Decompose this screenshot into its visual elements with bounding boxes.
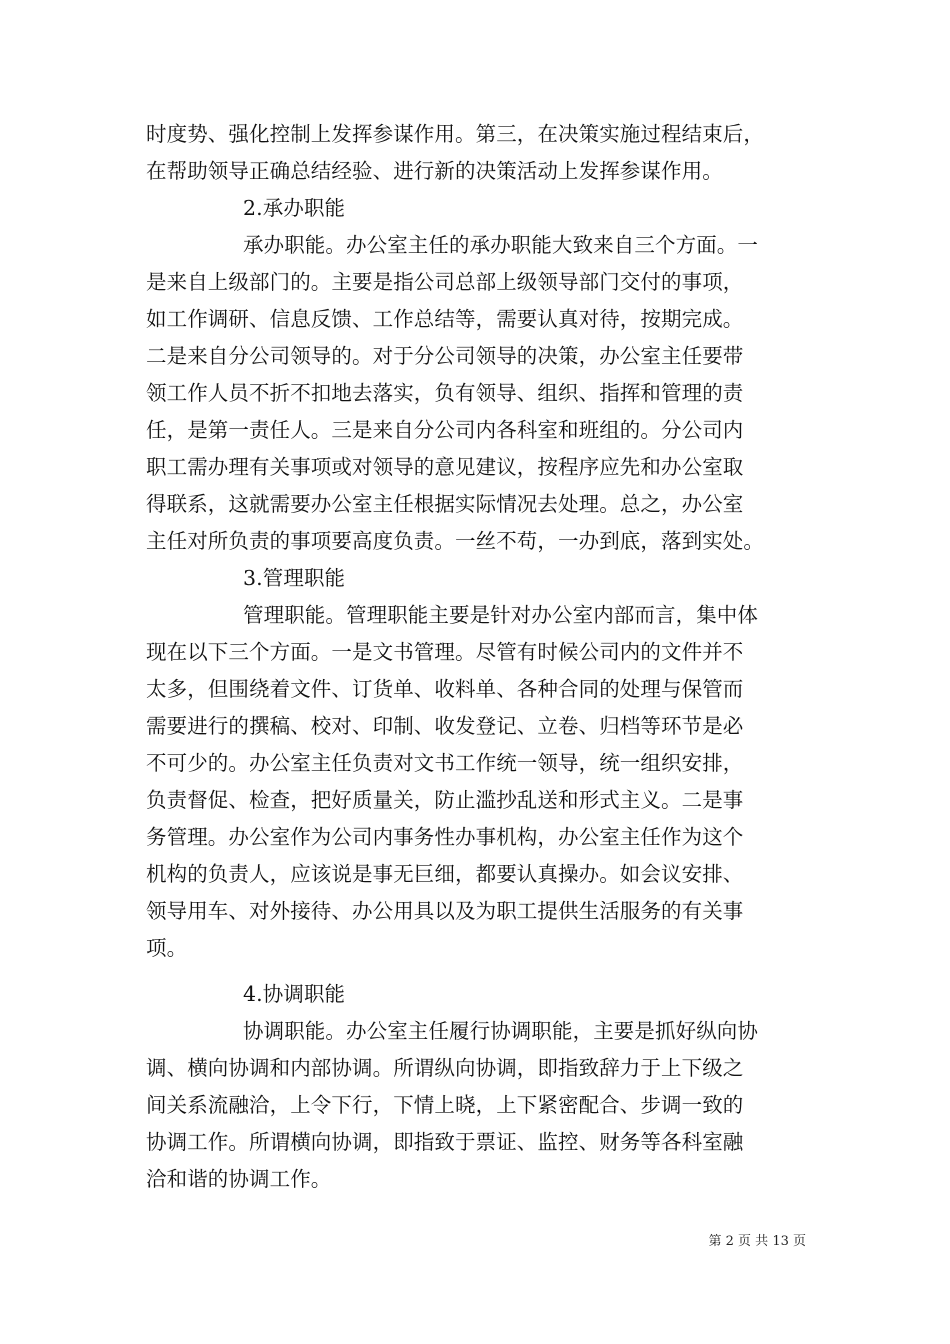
text-line: 间关系流融洽，上令下行，下情上晓，上下紧密配合、步调一致的 [146, 1093, 744, 1117]
section-heading: 3.管理职能 [243, 566, 346, 590]
text-line: 二是来自分公司领导的。对于分公司领导的决策，办公室主任要带 [146, 344, 744, 368]
text-line: 如工作调研、信息反馈、工作总结等，需要认真对待，按期完成。 [146, 307, 744, 331]
section-heading: 4.协调职能 [243, 982, 346, 1006]
text-line: 任，是第一责任人。三是来自分公司内各科室和班组的。分公司内 [146, 418, 744, 442]
text-line: 务管理。办公室作为公司内事务性办事机构，办公室主任作为这个 [146, 825, 744, 849]
text-line: 领导用车、对外接待、办公用具以及为职工提供生活服务的有关事 [146, 899, 744, 923]
text-line: 机构的负责人，应该说是事无巨细，都要认真操办。如会议安排、 [146, 862, 744, 886]
section-heading: 2.承办职能 [243, 196, 346, 220]
text-line: 得联系，这就需要办公室主任根据实际情况去处理。总之，办公室 [146, 492, 744, 516]
text-line: 太多，但围绕着文件、订货单、收料单、各种合同的处理与保管而 [146, 677, 744, 701]
text-line: 时度势、强化控制上发挥参谋作用。第三，在决策实施过程结束后， [146, 122, 764, 146]
text-line: 领工作人员不折不扣地去落实，负有领导、组织、指挥和管理的责 [146, 381, 744, 405]
text-line: 调、横向协调和内部协调。所谓纵向协调，即指致辞力于上下级之 [146, 1056, 744, 1080]
text-line: 承办职能。办公室主任的承办职能大致来自三个方面。一 [243, 233, 758, 257]
page-number-footer: 第 2 页 共 13 页 [708, 1234, 806, 1249]
text-line: 协调工作。所谓横向协调，即指致于票证、监控、财务等各科室融 [146, 1130, 744, 1154]
text-line: 协调职能。办公室主任履行协调职能，主要是抓好纵向协 [243, 1019, 758, 1043]
text-line: 在帮助领导正确总结经验、进行新的决策活动上发挥参谋作用。 [146, 159, 723, 183]
text-line: 需要进行的撰稿、校对、印制、收发登记、立卷、归档等环节是必 [146, 714, 744, 738]
text-line: 项。 [146, 936, 188, 960]
document-body [146, 116, 806, 1198]
text-line: 管理职能。管理职能主要是针对办公室内部而言，集中体 [243, 603, 758, 627]
paragraph-gap [146, 967, 806, 976]
text-line: 不可少的。办公室主任负责对文书工作统一领导，统一组织安排， [146, 751, 744, 775]
text-line: 洽和谐的协调工作。 [146, 1167, 332, 1191]
text-line: 现在以下三个方面。一是文书管理。尽管有时候公司内的文件并不 [146, 640, 744, 664]
text-line: 负责督促、检查，把好质量关，防止滥抄乱送和形式主义。二是事 [146, 788, 744, 812]
text-line: 职工需办理有关事项或对领导的意见建议，按程序应先和办公室取 [146, 455, 744, 479]
text-line: 是来自上级部门的。主要是指公司总部上级领导部门交付的事项， [146, 270, 744, 294]
text-line: 主任对所负责的事项要高度负责。一丝不苟，一办到底，落到实处。 [146, 529, 764, 553]
